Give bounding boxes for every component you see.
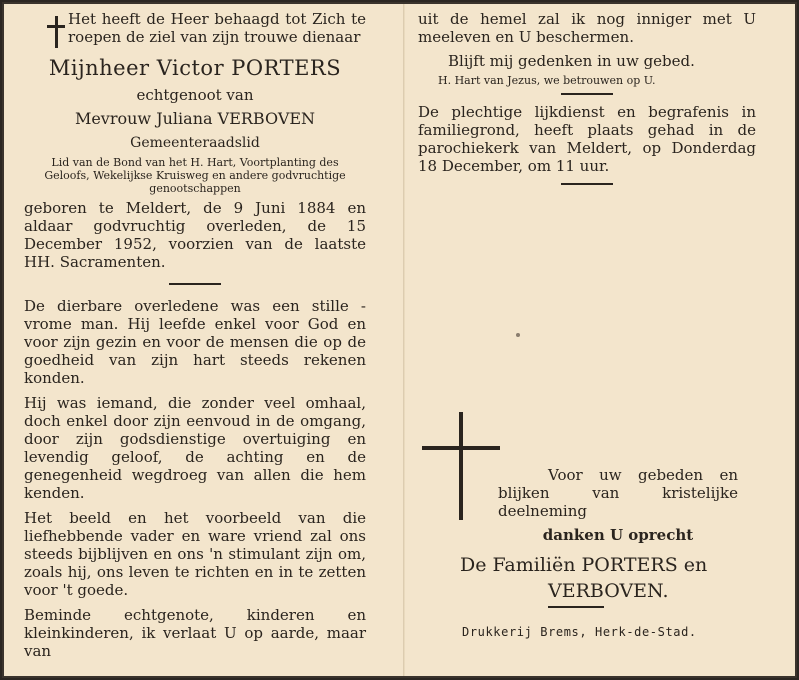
- thanks-text: Voor uw gebeden en blijken van kristelijke deelneming: [498, 466, 738, 520]
- remember-text: Blijft mij gedenken in uw gebed.: [448, 52, 695, 70]
- intro-block: [24, 10, 366, 46]
- deceased-surname: PORTERS: [231, 56, 342, 80]
- cross-icon: [46, 16, 66, 48]
- memorial-card: [2, 2, 797, 678]
- memberships-text: Lid van de Bond van het H. Hart, Voortplanting des Geloofs, Wekelijkse Kruisweg en andere godvruchtige genootschappen: [44, 156, 346, 195]
- separator: [548, 606, 604, 608]
- spouse-name: [24, 108, 366, 130]
- spouse-surname: VERBOVEN: [217, 109, 316, 128]
- left-panel: [24, 10, 366, 660]
- spouse-name-prefix: Mevrouw Juliana: [74, 109, 218, 128]
- eulogy-paragraph-4: Beminde echtgenote, kinderen en kleinkinderen, ik verlaat U op aarde, maar van: [24, 606, 366, 660]
- families-block: [460, 552, 750, 608]
- families-line-1: [460, 552, 750, 578]
- eulogy-paragraph-2: Hij was iemand, die zonder veel omhaal, doch enkel door zijn eenvoud in de omgang, door zijn godsdienstige overtuiging en levendig geloof, de achting en de genegenheid wegdroeg van allen die hem kenden.: [24, 394, 366, 502]
- separator: [561, 183, 613, 185]
- card-fold: [403, 4, 405, 676]
- intro-text: Het heeft de Heer behaagd tot Zich te roepen de ziel van zijn trouwe dienaar: [68, 10, 366, 46]
- thanks-bold: danken U oprecht: [542, 526, 694, 544]
- families-surname-1: PORTERS: [581, 554, 678, 576]
- thanks-block: [498, 466, 738, 544]
- eulogy-paragraph-3: Het beeld en het voorbeeld van die liefhebbende vader en ware vriend zal ons steeds bijblijven en ons 'n stimulant zijn om, zoals hij, ons leven te richten en in te zetten voor 't goede.: [24, 509, 366, 599]
- families-and: en: [677, 554, 708, 576]
- large-cross-icon: [422, 412, 502, 520]
- birth-death-text: geboren te Meldert, de 9 Juni 1884 en aldaar godvruchtig overleden, de 15 December 1952, voorzien van de laatste HH. Sacramenten.: [24, 199, 366, 271]
- role-title: Gemeenteraadslid: [130, 135, 260, 151]
- printer-credit: Drukkerij Brems, Herk-de-Stad.: [462, 625, 697, 639]
- eulogy-paragraph-1: De dierbare overledene was een stille - vrome man. Hij leefde enkel voor God en voor zijn gezin en voor de mensen die op de goedheid van zijn hart steeds rekenen konden.: [24, 297, 366, 387]
- paper-speck: [516, 333, 520, 337]
- families-prefix: De Familiën: [460, 554, 582, 576]
- families-surname-2: VERBOVEN.: [548, 580, 669, 602]
- deceased-name: [24, 54, 366, 82]
- deceased-name-prefix: Mijnheer Victor: [48, 56, 232, 80]
- spouse-label: echtgenoot van: [136, 86, 254, 104]
- separator: [561, 93, 613, 95]
- prayer-text: H. Hart van Jezus, we betrouwen op U.: [438, 74, 656, 87]
- separator: [169, 283, 221, 285]
- continuation-text: uit de hemel zal ik nog inniger met U meeleven en U beschermen.: [418, 10, 756, 46]
- funeral-text: De plechtige lijkdienst en begrafenis in familiegrond, heeft plaats gehad in de parochiekerk van Meldert, op Donderdag 18 December, om 11 uur.: [418, 103, 756, 175]
- right-panel: [418, 10, 756, 193]
